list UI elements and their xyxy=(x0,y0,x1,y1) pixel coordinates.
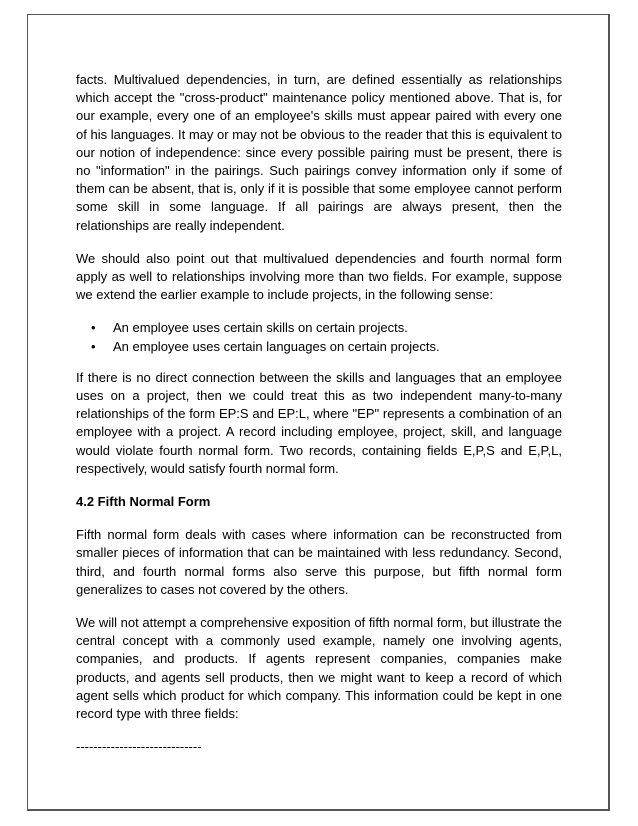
paragraph-multivalued-dependencies: facts. Multivalued dependencies, in turn, are defined essentially as relationships which accept the "cross-product" maintenance policy mentioned above. That is, for our example, every one of an employee's skills must appear paired with every one of his languages. It may or may not be obvious to the reader that this is equivalent to our notion of independence: since every possible pairing must be present, there is no "information" in the pairings. Such pairings convey information only if some of them can be absent, that is, only if it is possible that some employee cannot perform some skill in some language. If all pairings are always present, then the relationships are really independent. xyxy=(76,72,562,233)
section-heading: 4.2 Fifth Normal Form xyxy=(76,494,211,510)
bullet-item-skills: • An employee uses certain skills on certain projects. xyxy=(113,319,562,337)
paragraph-agents-example: We will not attempt a comprehensive exposition of fifth normal form, but illustrate the central concept with a commonly used example, namely one involving agents, companies, and products. If agents represent companies, companies make products, and agents sell products, then we might want to keep a record of which agent sells which product for which company. This information could be kept in one record type with three fields: xyxy=(76,615,562,722)
paragraph-fifth-normal-form: Fifth normal form deals with cases where information can be reconstructed from smaller pieces of information that can be maintained with less redundancy. Second, third, and fourth normal forms also serve this purpose, but fifth normal form generalizes to cases not covered by the others. xyxy=(76,527,562,597)
paragraph-no-direct-connection: If there is no direct connection between the skills and languages that an employee uses on a project, then we could treat this as two independent many-to-many relationships of the form EP:S and EP:L, where "EP" represents a combination of an employee with a project. A record including employee, project, skill, and language would violate fourth normal form. Two records, containing fields E,P,S and E,P,L, respectively, would satisfy fourth normal form. xyxy=(76,369,562,476)
bullet-item-languages: • An employee uses certain languages on certain projects. xyxy=(113,338,562,356)
bullet-list xyxy=(76,319,562,355)
dash-rule: ----------------------------- xyxy=(76,739,202,755)
paragraph-more-than-two-fields: We should also point out that multivalued dependencies and fourth normal form apply as well to relationships involving more than two fields. For example, suppose we extend the earlier example to include projects, in the following sense: xyxy=(76,250,562,303)
document-body xyxy=(76,71,562,757)
